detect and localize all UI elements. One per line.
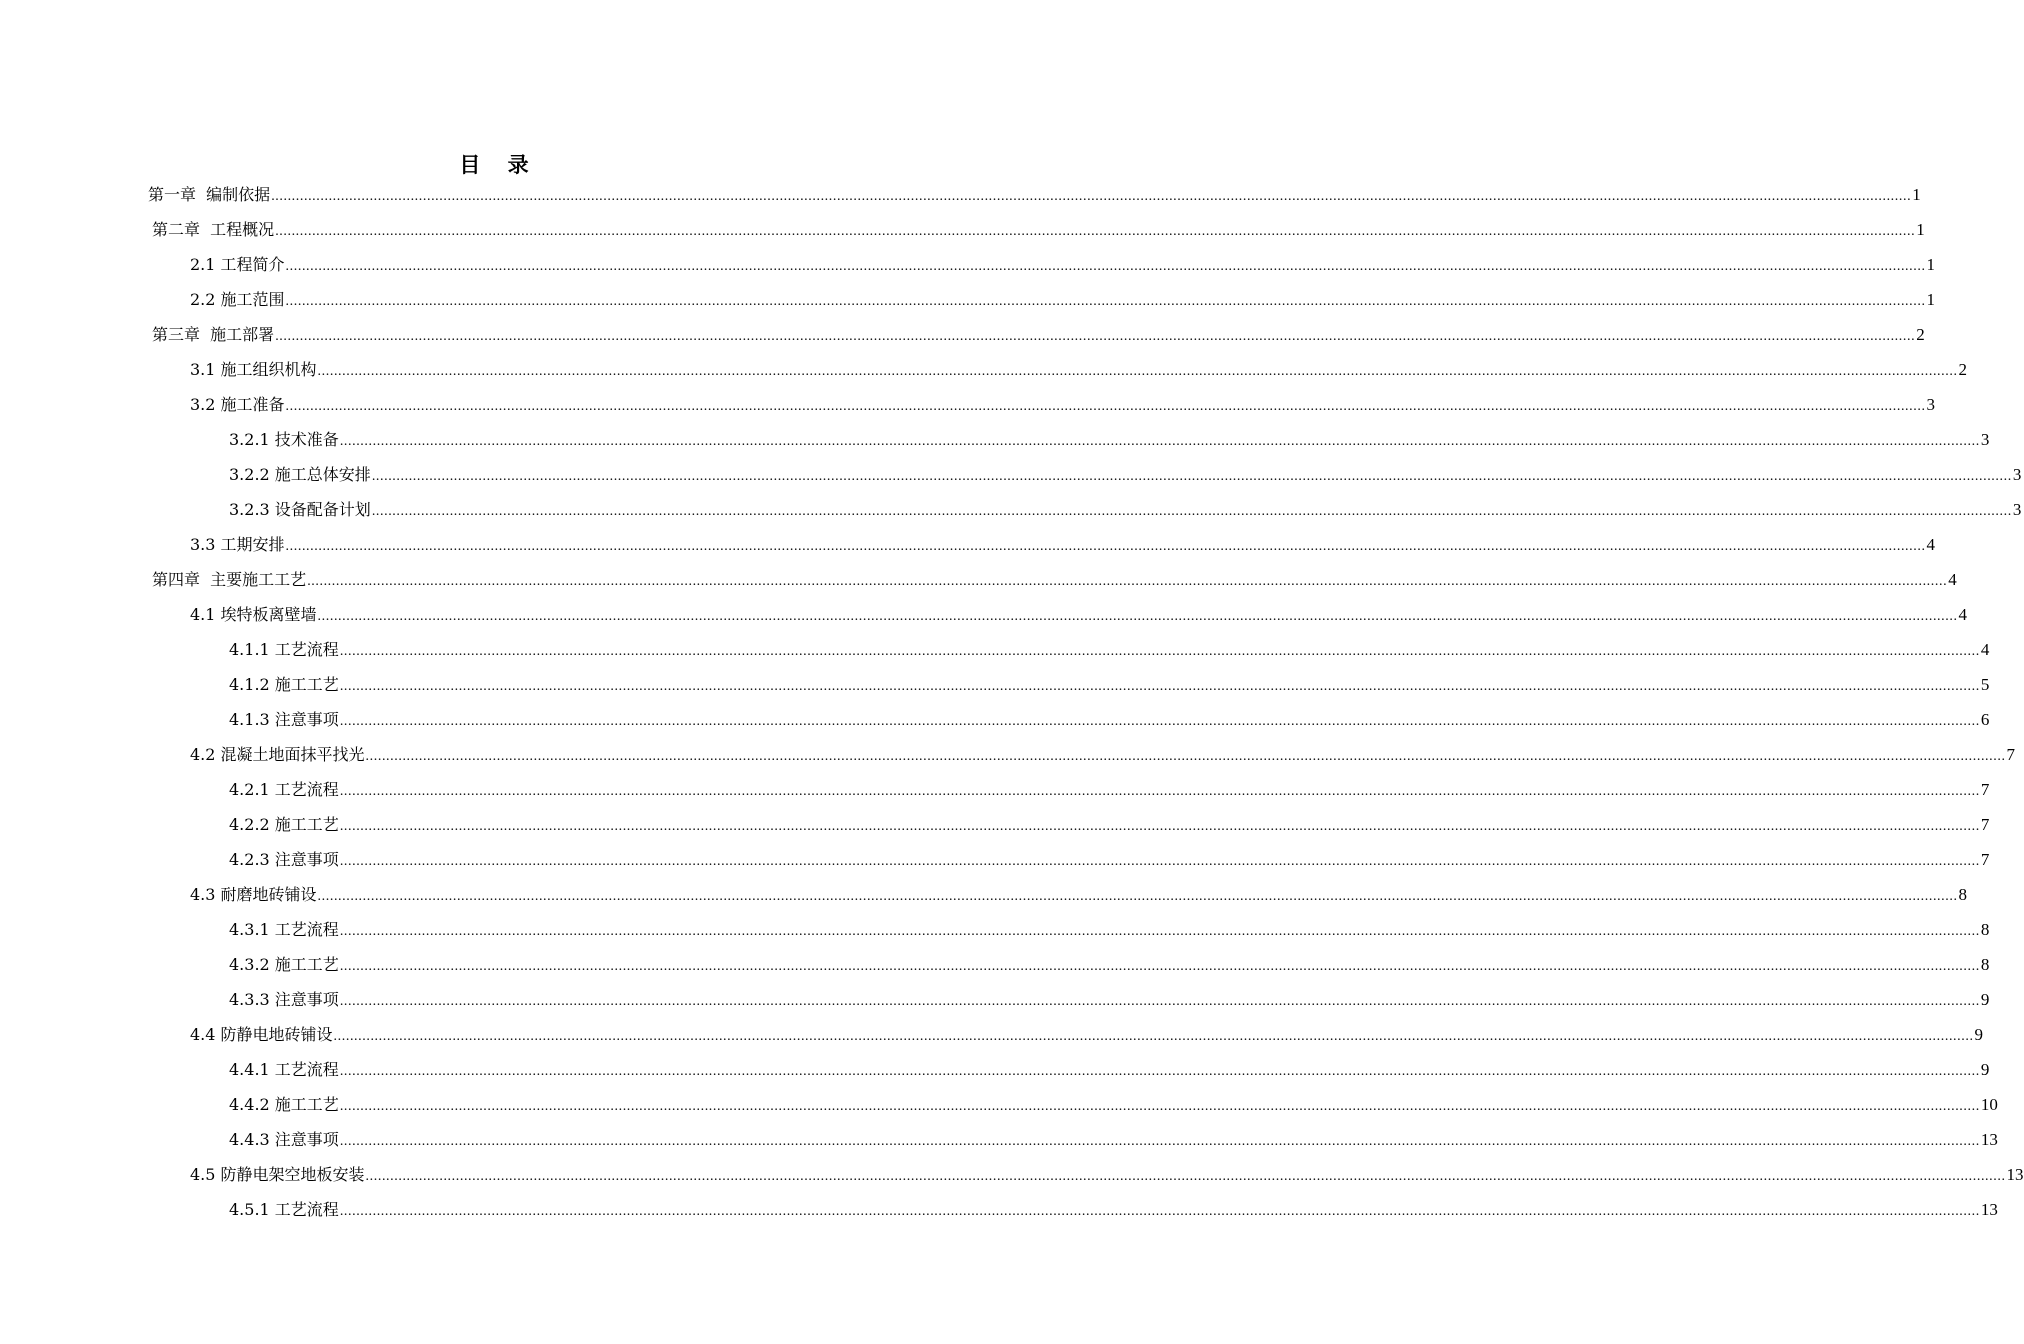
toc-dot-leader: ................................................................................................................................................................................................................................................................................................................................................................................................................ [365, 1168, 2006, 1184]
toc-entry[interactable] [0, 527, 1936, 562]
toc-entry-page: 7 [1980, 814, 1990, 834]
toc-entry-page: 13 [1980, 1129, 1998, 1149]
toc-entry-page: 7 [2006, 744, 2016, 764]
toc-entry[interactable] [0, 597, 1968, 632]
toc-entry-page: 13 [2006, 1164, 2024, 1184]
toc-entry-label: 4.2 混凝土地面抹平找光 [190, 744, 365, 764]
toc-entry-page: 3 [1980, 429, 1990, 449]
toc-entry-page: 3 [2012, 464, 2022, 484]
toc-entry-label: 4.5.1 工艺流程 [229, 1199, 339, 1219]
toc-entry-label: 4.4.2 施工工艺 [229, 1094, 339, 1114]
toc-dot-leader: ................................................................................................................................................................................................................................................................................................................................................................................................................ [339, 1098, 1980, 1114]
toc-entry-label: 3.2.3 设备配备计划 [229, 499, 371, 519]
toc-entry-page: 4 [1980, 639, 1990, 659]
toc-entry-label: 4.3.2 施工工艺 [229, 954, 339, 974]
toc-entry-label: 4.5 防静电架空地板安装 [190, 1164, 365, 1184]
toc-entry-page: 1 [1926, 254, 1936, 274]
toc-entry-label: 2.1 工程简介 [190, 254, 285, 274]
toc-entry-label: 4.1.1 工艺流程 [229, 639, 339, 659]
toc-entry-page: 6 [1980, 709, 1990, 729]
toc-entry[interactable] [0, 1157, 2024, 1192]
toc-dot-leader: ................................................................................................................................................................................................................................................................................................................................................................................................................ [339, 1203, 1980, 1219]
toc-entry-label: 4.2.3 注意事项 [229, 849, 339, 869]
toc-entry-label: 3.2.2 施工总体安排 [229, 464, 371, 484]
toc-entry-page: 4 [1948, 569, 1957, 589]
toc-entry-page: 2 [1958, 359, 1968, 379]
toc-dot-leader: ................................................................................................................................................................................................................................................................................................................................................................................................................ [339, 1063, 1980, 1079]
toc-entry[interactable] [0, 947, 1990, 982]
toc-dot-leader: ................................................................................................................................................................................................................................................................................................................................................................................................................ [339, 853, 1980, 869]
toc-dot-leader: ................................................................................................................................................................................................................................................................................................................................................................................................................ [339, 923, 1980, 939]
toc-entry-page: 8 [1980, 919, 1990, 939]
toc-entry[interactable] [0, 562, 1957, 597]
toc-dot-leader: ................................................................................................................................................................................................................................................................................................................................................................................................................ [271, 188, 1912, 204]
toc-entry[interactable] [0, 842, 1990, 877]
toc-entry-label: 4.3 耐磨地砖铺设 [190, 884, 317, 904]
toc-entry[interactable] [0, 317, 1925, 352]
toc-entry-page: 2 [1916, 324, 1925, 344]
toc-entry-label: 第二章 工程概况 [152, 219, 275, 239]
toc-entry[interactable] [0, 807, 1990, 842]
toc-entry-label: 4.4 防静电地砖铺设 [190, 1024, 333, 1044]
toc-entry[interactable] [0, 1087, 1998, 1122]
toc-entry-page: 3 [2012, 499, 2022, 519]
toc-entry-label: 4.1.2 施工工艺 [229, 674, 339, 694]
toc-entry[interactable] [0, 1017, 1984, 1052]
toc-dot-leader: ................................................................................................................................................................................................................................................................................................................................................................................................................ [317, 608, 1958, 624]
toc-dot-leader: ................................................................................................................................................................................................................................................................................................................................................................................................................ [285, 538, 1926, 554]
toc-entry-label: 4.2.2 施工工艺 [229, 814, 339, 834]
toc-entry-page: 13 [1980, 1199, 1998, 1219]
toc-dot-leader: ................................................................................................................................................................................................................................................................................................................................................................................................................ [285, 258, 1926, 274]
toc-entry[interactable] [0, 737, 2016, 772]
toc-entry-label: 3.2.1 技术准备 [229, 429, 339, 449]
toc-entry-page: 1 [1916, 219, 1925, 239]
toc-dot-leader: ................................................................................................................................................................................................................................................................................................................................................................................................................ [371, 468, 2012, 484]
toc-entry[interactable] [0, 282, 1936, 317]
toc-entry-page: 4 [1926, 534, 1936, 554]
toc-entry-page: 3 [1926, 394, 1936, 414]
toc-entry[interactable] [0, 982, 1990, 1017]
toc-entry-page: 5 [1980, 674, 1990, 694]
toc-entry[interactable] [0, 632, 1990, 667]
toc-entry[interactable] [0, 1122, 1998, 1157]
toc-entry-label: 第三章 施工部署 [152, 324, 275, 344]
toc-dot-leader: ................................................................................................................................................................................................................................................................................................................................................................................................................ [339, 678, 1980, 694]
toc-dot-leader: ................................................................................................................................................................................................................................................................................................................................................................................................................ [317, 363, 1958, 379]
toc-entry[interactable] [0, 912, 1990, 947]
toc-entry-page: 1 [1912, 184, 1921, 204]
toc-entry[interactable] [0, 877, 1968, 912]
toc-entry-label: 第一章 编制依据 [148, 184, 271, 204]
toc-entry-label: 4.4.3 注意事项 [229, 1129, 339, 1149]
toc-entry[interactable] [0, 702, 1990, 737]
toc-dot-leader: ................................................................................................................................................................................................................................................................................................................................................................................................................ [339, 713, 1980, 729]
toc-entry-page: 7 [1980, 849, 1990, 869]
toc-entry-page: 9 [1974, 1024, 1984, 1044]
toc-entry[interactable] [0, 667, 1990, 702]
toc-entry[interactable] [0, 1192, 1998, 1227]
toc-dot-leader: ................................................................................................................................................................................................................................................................................................................................................................................................................ [339, 958, 1980, 974]
toc-entry[interactable] [0, 772, 1990, 807]
toc-dot-leader: ................................................................................................................................................................................................................................................................................................................................................................................................................ [275, 223, 1916, 239]
toc-entry-label: 第四章 主要施工工艺 [152, 569, 307, 589]
toc-entry-label: 4.3.1 工艺流程 [229, 919, 339, 939]
toc-entry[interactable] [0, 422, 1990, 457]
toc-dot-leader: ................................................................................................................................................................................................................................................................................................................................................................................................................ [307, 573, 1948, 589]
toc-entry[interactable] [0, 457, 2022, 492]
toc-dot-leader: ................................................................................................................................................................................................................................................................................................................................................................................................................ [365, 748, 2006, 764]
toc-entry[interactable] [0, 177, 1921, 212]
toc-entry-page: 1 [1926, 289, 1936, 309]
toc-dot-leader: ................................................................................................................................................................................................................................................................................................................................................................................................................ [339, 783, 1980, 799]
toc-entry[interactable] [0, 1052, 1990, 1087]
toc-entry-page: 7 [1980, 779, 1990, 799]
toc-entry-label: 2.2 施工范围 [190, 289, 285, 309]
toc-entry[interactable] [0, 492, 2022, 527]
toc-dot-leader: ................................................................................................................................................................................................................................................................................................................................................................................................................ [317, 888, 1958, 904]
toc-dot-leader: ................................................................................................................................................................................................................................................................................................................................................................................................................ [339, 433, 1980, 449]
toc-entry[interactable] [0, 352, 1968, 387]
toc-entry-label: 3.2 施工准备 [190, 394, 285, 414]
toc-entry-page: 4 [1958, 604, 1968, 624]
toc-list [0, 177, 2024, 1227]
toc-entry-label: 4.3.3 注意事项 [229, 989, 339, 1009]
toc-entry-label: 4.1.3 注意事项 [229, 709, 339, 729]
toc-entry[interactable] [0, 247, 1936, 282]
toc-entry-page: 8 [1958, 884, 1968, 904]
toc-entry-page: 10 [1980, 1094, 1998, 1114]
toc-entry[interactable] [0, 387, 1936, 422]
toc-dot-leader: ................................................................................................................................................................................................................................................................................................................................................................................................................ [333, 1028, 1974, 1044]
toc-entry-page: 8 [1980, 954, 1990, 974]
toc-entry[interactable] [0, 212, 1925, 247]
toc-entry-label: 3.3 工期安排 [190, 534, 285, 554]
toc-entry-page: 9 [1980, 989, 1990, 1009]
toc-dot-leader: ................................................................................................................................................................................................................................................................................................................................................................................................................ [285, 398, 1926, 414]
toc-entry-label: 4.4.1 工艺流程 [229, 1059, 339, 1079]
toc-dot-leader: ................................................................................................................................................................................................................................................................................................................................................................................................................ [339, 643, 1980, 659]
toc-dot-leader: ................................................................................................................................................................................................................................................................................................................................................................................................................ [339, 993, 1980, 1009]
toc-dot-leader: ................................................................................................................................................................................................................................................................................................................................................................................................................ [275, 328, 1916, 344]
toc-dot-leader: ................................................................................................................................................................................................................................................................................................................................................................................................................ [339, 1133, 1980, 1149]
toc-entry-page: 9 [1980, 1059, 1990, 1079]
toc-dot-leader: ................................................................................................................................................................................................................................................................................................................................................................................................................ [285, 293, 1926, 309]
toc-entry-label: 3.1 施工组织机构 [190, 359, 317, 379]
toc-dot-leader: ................................................................................................................................................................................................................................................................................................................................................................................................................ [339, 818, 1980, 834]
toc-title: 目 录 [459, 152, 539, 177]
toc-entry-label: 4.2.1 工艺流程 [229, 779, 339, 799]
toc-dot-leader: ................................................................................................................................................................................................................................................................................................................................................................................................................ [371, 503, 2012, 519]
toc-entry-label: 4.1 埃特板离壁墙 [190, 604, 317, 624]
